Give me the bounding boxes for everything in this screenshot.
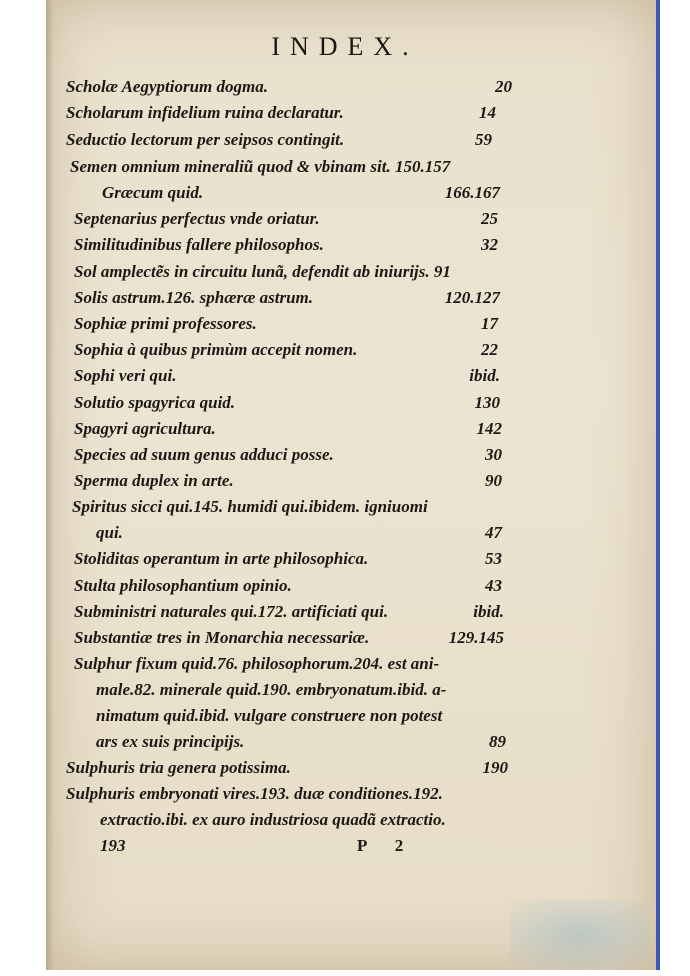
index-entry <box>96 677 508 703</box>
entry-text: Stoliditas operantum in arte philosophica. <box>74 549 369 568</box>
index-entry <box>74 573 502 599</box>
index-entry <box>102 180 500 206</box>
entry-page: 14 <box>479 103 496 122</box>
entry-text: Sol amplectẽs in circuitu lunã, defendit ab iniurijs. 91 <box>74 262 451 281</box>
index-entry <box>74 599 504 625</box>
index-entry <box>74 259 502 285</box>
entry-text: nimatum quid.ibid. vulgare construere non potest <box>96 706 443 725</box>
entry-text: ars ex suis principijs. <box>96 732 245 751</box>
entry-text: Sophi veri qui. <box>74 366 177 385</box>
index-entry <box>74 442 502 468</box>
entry-text: male.82. minerale quid.190. embryonatum.ibid. a- <box>96 680 447 699</box>
entry-page: 129.145 <box>448 628 504 647</box>
index-entry <box>74 363 500 389</box>
signature-mark: P 2 <box>357 836 416 855</box>
entry-text: Sophiæ primi professores. <box>74 314 257 333</box>
index-entry <box>74 232 498 258</box>
entry-text: Semen omnium mineraliũ quod & vbinam sit. 150.157 <box>70 157 451 176</box>
entry-text: Græcum quid. <box>102 183 204 202</box>
entry-text: Sulphuris tria genera potissima. <box>66 758 291 777</box>
entry-page: 190 <box>482 758 508 777</box>
entry-text: Seductio lectorum per seipsos contingit. <box>66 130 345 149</box>
index-entry <box>74 285 500 311</box>
entry-text: Scholarum infidelium ruina declaratur. <box>66 103 344 122</box>
index-entry <box>74 390 500 416</box>
entry-text: Substantiæ tres in Monarchia necessariæ. <box>74 628 370 647</box>
entry-text: Species ad suum genus adduci posse. <box>74 445 334 464</box>
index-entry <box>74 416 502 442</box>
entry-page: 89 <box>489 732 506 751</box>
index-entry <box>66 755 508 781</box>
entry-page: 47 <box>485 523 502 542</box>
entry-text: Sophia à quibus primùm accepit nomen. <box>74 340 358 359</box>
index-entry <box>66 781 510 807</box>
index-entry <box>74 625 504 651</box>
entry-text: Sulphuris embryonati vires.193. duæ conditiones.192. <box>66 784 443 803</box>
index-entry <box>74 311 498 337</box>
entry-text: Solis astrum.126. sphæræ astrum. <box>74 288 314 307</box>
catchword: 193 <box>100 836 126 855</box>
entry-text: extractio.ibi. ex auro industriosa quadã extractio. <box>100 810 446 829</box>
entry-text: Spagyri agricultura. <box>74 419 216 438</box>
entry-page: 17 <box>481 314 498 333</box>
entry-text: Sulphur fixum quid.76. philosophorum.204. est ani- <box>74 654 440 673</box>
index-entry <box>96 703 508 729</box>
page-title: INDEX. <box>271 32 419 61</box>
index-entry <box>66 74 512 100</box>
entry-page: 130 <box>474 393 500 412</box>
entry-page: 142 <box>476 419 502 438</box>
entry-text: Stulta philosophantium opinio. <box>74 576 292 595</box>
entry-text: Septenarius perfectus vnde oriatur. <box>74 209 320 228</box>
entry-page: 59 <box>475 130 492 149</box>
index-entry <box>72 494 504 520</box>
entry-text: Similitudinibus fallere philosophos. <box>74 235 324 254</box>
index-entry <box>96 520 502 546</box>
entry-text: Solutio spagyrica quid. <box>74 393 236 412</box>
entry-page: 30 <box>485 445 502 464</box>
entry-text: Scholæ Aegyptiorum dogma. <box>66 77 268 96</box>
index-entry <box>74 337 498 363</box>
entry-page: ibid. <box>469 366 500 385</box>
index-entry <box>66 127 492 153</box>
entry-page: 53 <box>485 549 502 568</box>
entry-page: 43 <box>485 576 502 595</box>
index-entry <box>66 100 496 126</box>
entry-text: Subministri naturales qui.172. artificiati qui. <box>74 602 389 621</box>
index-entry <box>74 546 502 572</box>
index-entry <box>96 729 506 755</box>
entry-page: 90 <box>485 471 502 490</box>
entry-page: 25 <box>481 209 498 228</box>
entry-page: ibid. <box>473 602 504 621</box>
index-entry <box>100 807 512 833</box>
index-entry <box>74 468 502 494</box>
entry-page: 166.167 <box>444 183 500 202</box>
entry-text: Spiritus sicci qui.145. humidi qui.ibidem. igniuomi <box>72 497 428 516</box>
index-entry <box>74 651 508 677</box>
entry-page: 22 <box>481 340 498 359</box>
index-entry <box>74 206 498 232</box>
entry-page: 120.127 <box>444 288 500 307</box>
entry-page: 32 <box>481 235 498 254</box>
entry-text: Sperma duplex in arte. <box>74 471 234 490</box>
entry-text: qui. <box>96 523 123 542</box>
entry-page: 20 <box>495 77 512 96</box>
index-entry <box>70 154 504 180</box>
